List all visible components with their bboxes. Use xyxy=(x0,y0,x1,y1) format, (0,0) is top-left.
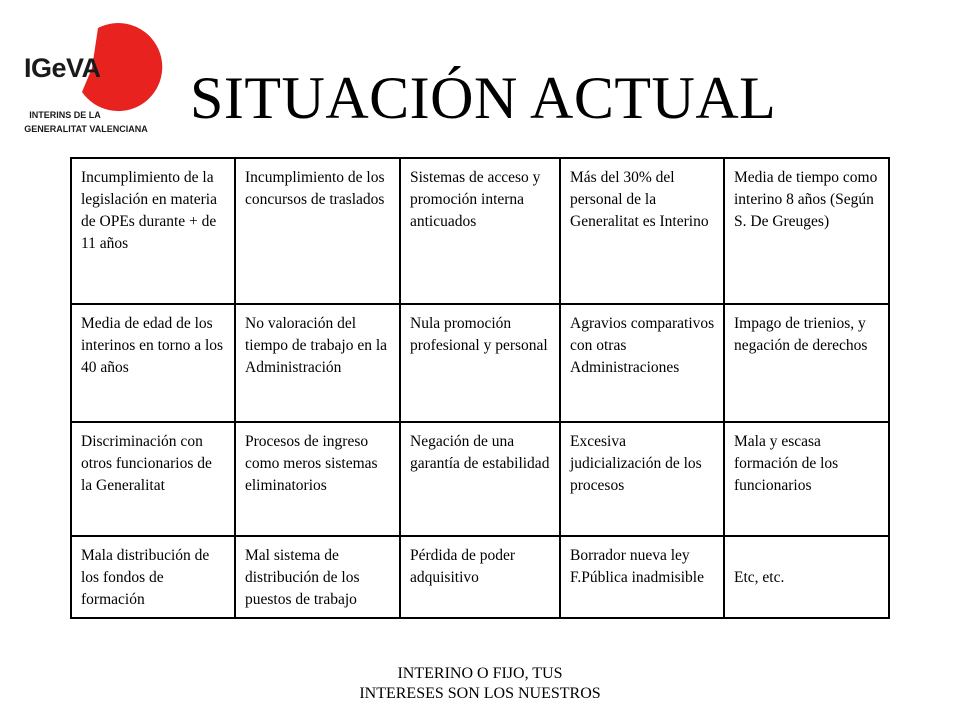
table-row xyxy=(71,304,889,422)
table-cell: No valoración del tiempo de trabajo en la Administración xyxy=(235,304,400,422)
table-cell: Sistemas de acceso y promoción interna anticuados xyxy=(400,158,560,304)
table-cell: Mal sistema de distribución de los puestos de trabajo xyxy=(235,536,400,618)
table-cell: Excesiva judicialización de los procesos xyxy=(560,422,724,536)
table-cell: Media de edad de los interinos en torno a los 40 años xyxy=(71,304,235,422)
table-row xyxy=(71,158,889,304)
table-cell: Más del 30% del personal de la Generalitat es Interino xyxy=(560,158,724,304)
table-cell: Etc, etc. xyxy=(724,536,889,618)
logo-caption-line2: GENERALITAT VALENCIANA xyxy=(24,124,148,134)
table-cell: Pérdida de poder adquisitivo xyxy=(400,536,560,618)
table-cell: Discriminación con otros funcionarios de la Generalitat xyxy=(71,422,235,536)
page-title: SITUACIÓN ACTUAL xyxy=(190,65,777,131)
table-cell: Incumplimiento de los concursos de traslados xyxy=(235,158,400,304)
footer-line1: INTERINO O FIJO, TUS xyxy=(397,665,563,682)
situation-table xyxy=(70,157,890,619)
table-cell: Media de tiempo como interino 8 años (Según S. De Greuges) xyxy=(724,158,889,304)
footer-slogan xyxy=(300,664,660,704)
logo-caption-line1: INTERINS DE LA xyxy=(29,110,101,120)
table-cell: Mala y escasa formación de los funcionarios xyxy=(724,422,889,536)
table-cell: Impago de trienios, y negación de derechos xyxy=(724,304,889,422)
logo-brand-text: IGeVA xyxy=(24,53,101,83)
table-row xyxy=(71,536,889,618)
table-cell: Incumplimiento de la legislación en materia de OPEs durante + de 11 años xyxy=(71,158,235,304)
table-cell: Mala distribución de los fondos de formación xyxy=(71,536,235,618)
table-cell: Negación de una garantía de estabilidad xyxy=(400,422,560,536)
table-cell: Procesos de ingreso como meros sistemas eliminatorios xyxy=(235,422,400,536)
footer-line2: INTERESES SON LOS NUESTROS xyxy=(359,685,601,702)
igeva-logo xyxy=(10,8,170,138)
table-row xyxy=(71,422,889,536)
table-cell: Agravios comparativos con otras Administraciones xyxy=(560,304,724,422)
table-cell: Nula promoción profesional y personal xyxy=(400,304,560,422)
table-cell: Borrador nueva ley F.Pública inadmisible xyxy=(560,536,724,618)
